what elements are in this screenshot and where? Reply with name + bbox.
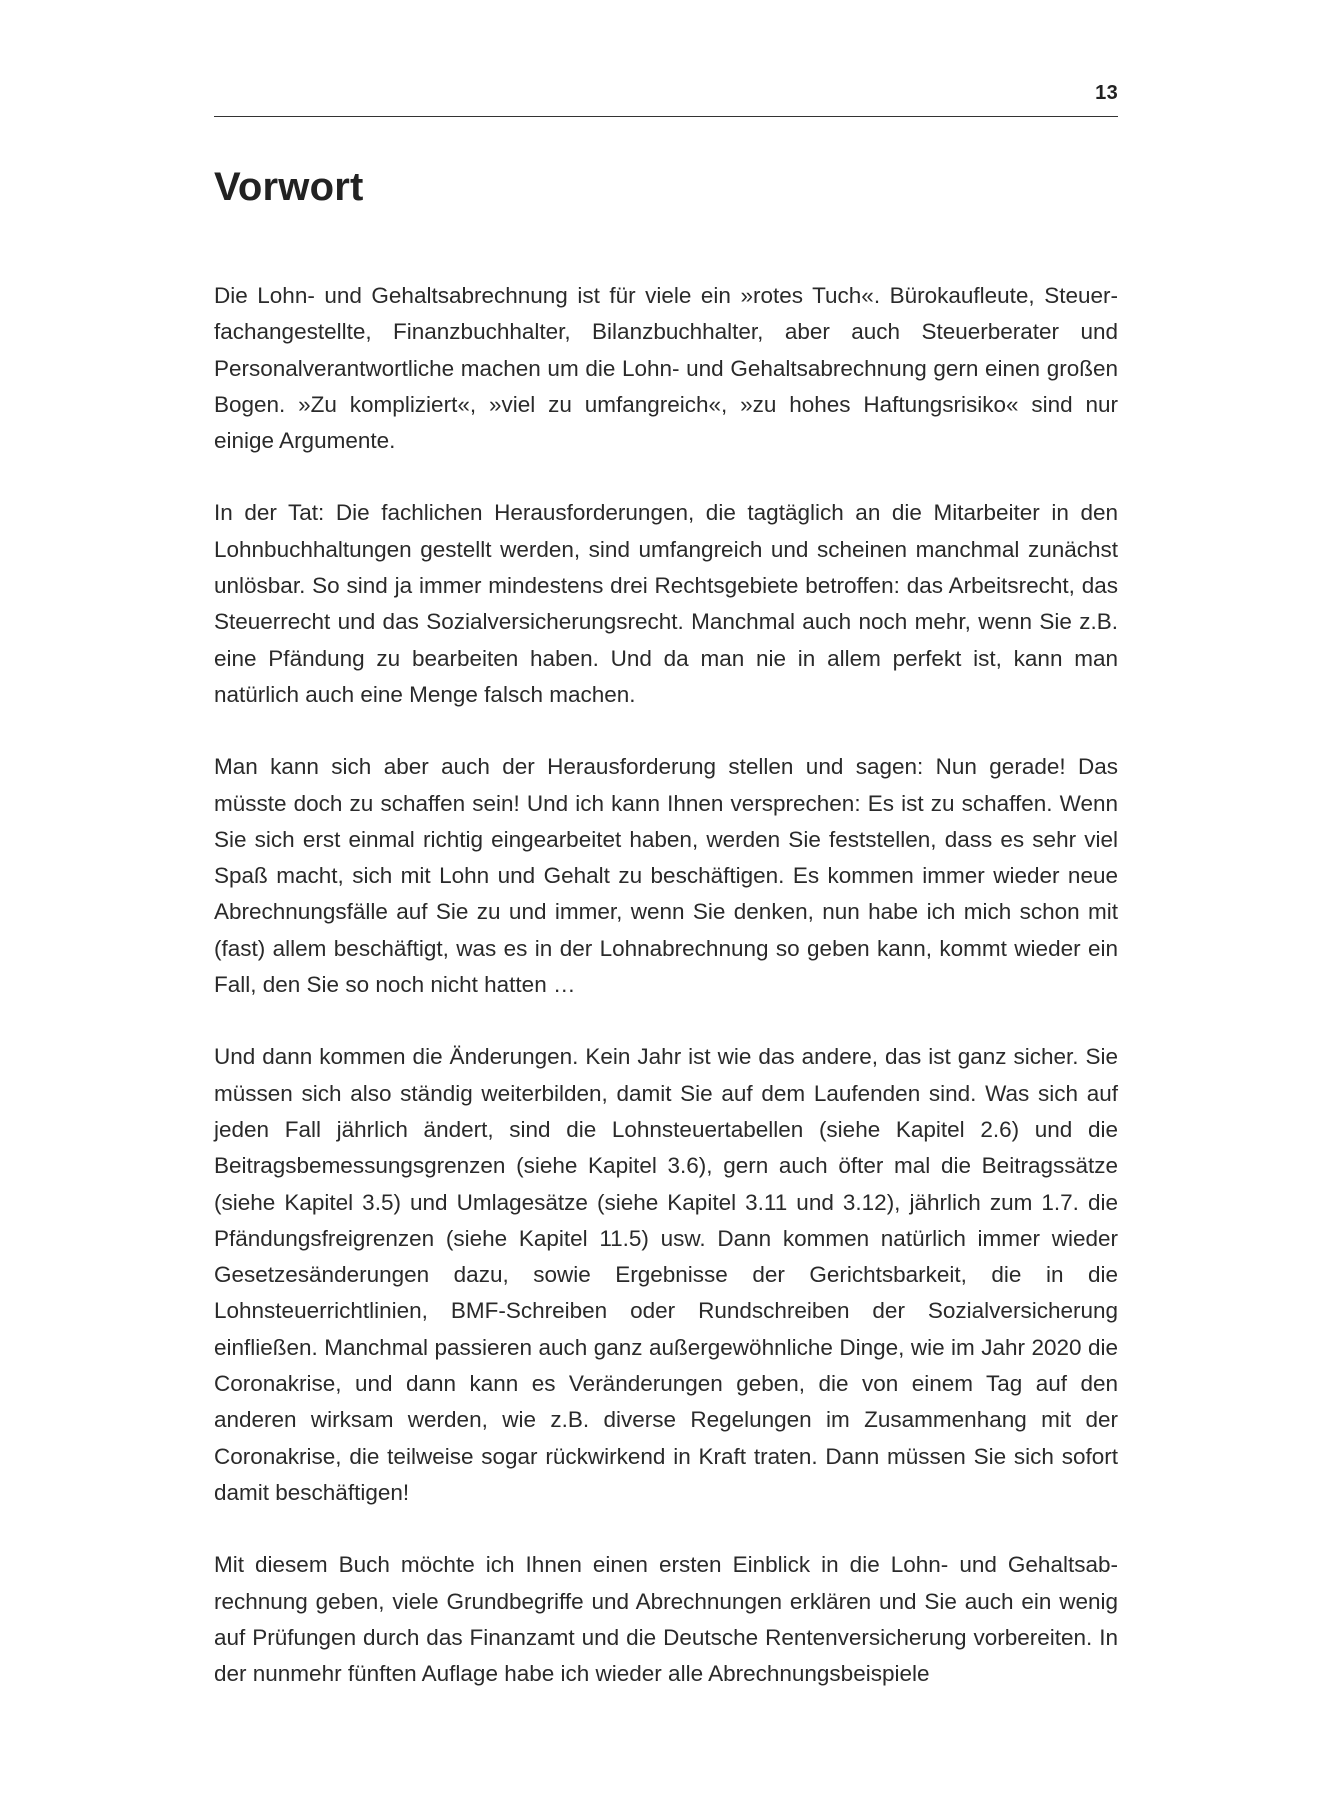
body-text [214,278,1118,1728]
paragraph-1: Die Lohn- und Gehaltsabrechnung ist für viele ein »rotes Tuch«. Bürokaufleute, Steuerfachangestellte, Finanzbuchhalter, Bilanzbuchhalter, aber auch Steuerberater und Personalverantwortliche machen um die Lohn- und Gehaltsabrechnung gern einen großen Bogen. »Zu kompliziert«, »viel zu umfangreich«, »zu hohes Haftungsrisiko« sind nur einige Argumente. [214,283,1118,454]
header-rule [214,116,1118,117]
paragraph-3: Man kann sich aber auch der Herausforderung stellen und sagen: Nun gerade! Das müsste doch zu schaffen sein! Und ich kann Ihnen versprechen: Es ist zu schaffen. Wenn Sie sich erst einmal richtig eingearbeitet haben, werden Sie feststellen, dass es sehr viel Spaß macht, sich mit Lohn und Gehalt zu beschäftigen. Es kommen immer wieder neue Abrechnungsfälle auf Sie zu und immer, wenn Sie denken, nun habe ich mich schon mit (fast) allem beschäftigt, was es in der Lohnabrechnung so geben kann, kommt wieder ein Fall, den Sie so noch nicht hatten … [214,754,1118,998]
running-header [214,78,1118,118]
paragraph-5: Mit diesem Buch möchte ich Ihnen einen ersten Einblick in die Lohn- und Gehaltsabrechnung geben, viele Grundbegriffe und Abrechnungen erklären und Sie auch ein wenig auf Prüfungen durch das Finanzamt und die Deutsche Rentenversicherung vorbereiten. In der nunmehr fünften Auflage habe ich wieder alle Abrechnungsbeispiele [214,1552,1118,1687]
chapter-title: Vorwort [214,165,364,209]
page-number: 13 [1095,82,1118,104]
paragraph-4: Und dann kommen die Änderungen. Kein Jahr ist wie das andere, das ist ganz sicher. Sie müssen sich also ständig weiterbilden, damit Sie auf dem Laufenden sind. Was sich auf jeden Fall jährlich ändert, sind die Lohnsteuertabellen (siehe Kapitel 2.6) und die Beitragsbemessungsgrenzen (siehe Kapitel 3.6), gern auch öfter mal die Beitragssätze (siehe Kapitel 3.5) und Umlagesätze (siehe Kapitel 3.11 und 3.12), jährlich zum 1.7. die Pfändungsfreigrenzen (siehe Kapitel 11.5) usw. Dann kommen natürlich immer wieder Gesetzesänderungen dazu, sowie Ergebnisse der Gerichtsbarkeit, die in die Lohnsteuerrichtlinien, BMF-Schreiben oder Rundschreiben der Sozialversicherung einfließen. Manchmal passieren auch ganz außergewöhnliche Dinge, wie im Jahr 2020 die Coronakrise, und dann kann es Veränderungen geben, die von einem Tag auf den anderen wirksam werden, wie z.B. diverse Regelungen im Zusammenhang mit der Coronakrise, die teilweise sogar rückwirkend in Kraft traten. Dann müssen Sie sich sofort damit beschäftigen! [214,1044,1118,1505]
paragraph-2: In der Tat: Die fachlichen Herausforderungen, die tagtäglich an die Mitarbeiter in den Lohnbuchhaltungen gestellt werden, sind umfangreich und scheinen manchmal zunächst unlösbar. So sind ja immer mindestens drei Rechtsgebiete betroffen: das Arbeitsrecht, das Steuerrecht und das Sozialversicherungsrecht. Manchmal auch noch mehr, wenn Sie z.B. eine Pfändung zu bearbeiten haben. Und da man nie in allem perfekt ist, kann man natürlich auch eine Menge falsch machen. [214,500,1118,707]
